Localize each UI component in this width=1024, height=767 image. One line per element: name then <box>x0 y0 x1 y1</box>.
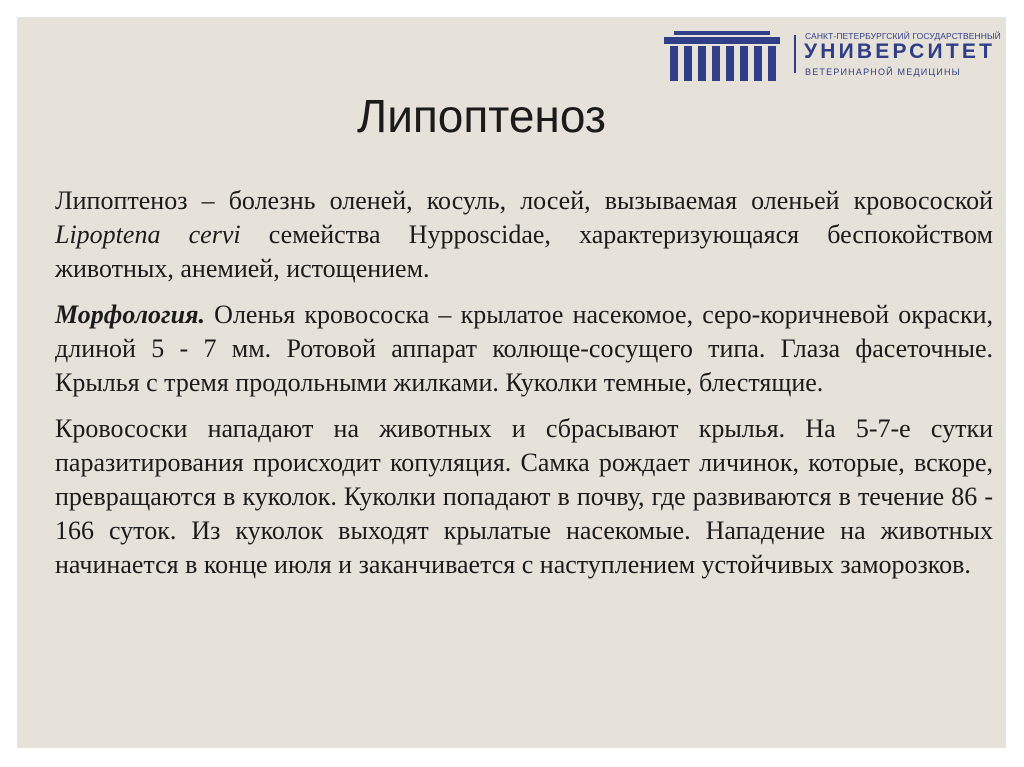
species-name: Lipoptena cervi <box>55 220 241 249</box>
paragraph-definition-before: Липоптеноз – болезнь оленей, косуль, лосей, вызываемая оленьей кровосоской <box>55 186 993 215</box>
university-logo <box>662 27 1002 85</box>
logo-text-line1: САНКТ-ПЕТЕРБУРГСКИЙ ГОСУДАРСТВЕННЫЙ <box>805 31 1001 41</box>
paragraph-definition-after: семейства Hypposcidae, характеризующаяся беспокойством животных, анемией, истощением. <box>55 220 993 283</box>
slide-title: Липоптеноз <box>357 90 606 142</box>
morphology-heading: Морфология. <box>55 300 206 329</box>
morphology-text: Оленья кровососка – крылатое насекомое, серо-коричневой окраски, длиной 5 - 7 мм. Ротовой аппарат колюще-сосущего типа. Глаза фасеточные. Крылья с тремя продольными жилками. Куколки темные, блестящие. <box>55 300 993 397</box>
paragraph-definition <box>55 184 993 286</box>
university-emblem-icon <box>662 27 782 85</box>
logo-text-line3: ВЕТЕРИНАРНОЙ МЕДИЦИНЫ <box>805 67 961 77</box>
slide <box>17 17 1006 748</box>
logo-divider <box>794 35 796 73</box>
bottom-frame <box>0 748 1024 767</box>
logo-text-line2: УНИВЕРСИТЕТ <box>804 40 996 63</box>
slide-body <box>55 184 993 594</box>
paragraph-lifecycle: Кровососки нападают на животных и сбрасывают крылья. На 5-7-е сутки паразитирования происходит копуляция. Самка рождает личинок, которые, вскоре, превращаются в куколок. Куколки попадают в почву, где развиваются в течение 86 - 166 суток. Из куколок выходят крылатые насекомые. Нападение на животных начинается в конце июля и заканчивается с наступлением устойчивых заморозков. <box>55 414 993 579</box>
paragraph-morphology <box>55 298 993 400</box>
